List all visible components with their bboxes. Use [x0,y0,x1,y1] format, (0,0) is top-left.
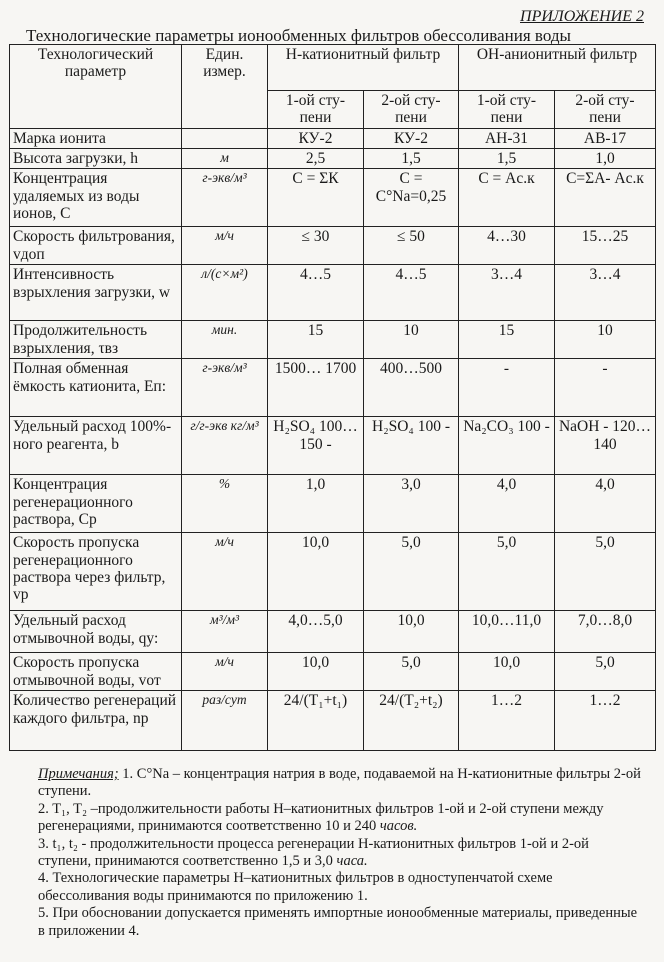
param-value: 10,0 [268,653,364,691]
param-unit [182,128,268,148]
param-name: Удельный расход 100%-ного реагента, b [10,417,182,475]
param-name: Удельный расход отмывочной воды, qу: [10,611,182,653]
param-name: Высота загрузки, h [10,149,182,169]
param-value: ≤ 50 [364,227,459,265]
param-value: С = ΣК [268,169,364,227]
param-unit: м³/м³ [182,611,268,653]
param-name: Концентрация регенерационного раствора, Ср [10,475,182,533]
param-value: - [555,359,656,417]
param-value: С = C°Na=0,25 [364,169,459,227]
param-value: 10 [364,321,459,359]
param-value: 10,0 [459,653,555,691]
header-unit: Един. измер. [182,45,268,129]
table-row [10,653,656,691]
header-h-filter: Н-катионитный фильтр [268,45,459,91]
param-unit: раз/сут [182,691,268,751]
header-oh-stage1: 1-ой сту- пени [459,91,555,129]
param-value: 3…4 [555,265,656,321]
table-row [10,533,656,611]
appendix-label: ПРИЛОЖЕНИЕ 2 [520,8,644,25]
param-value: 1500… 1700 [268,359,364,417]
param-value: АН-31 [459,128,555,148]
note-1: 1. C°Na – концентрация натрия в воде, подаваемой на Н-катионитные фильтры 2-ой ступени. [38,766,641,800]
param-value: 1,5 [364,149,459,169]
param-value: 24/(T₁+t₁) [268,691,364,751]
param-value: 5,0 [555,653,656,691]
table-row [10,321,656,359]
param-value: 4,0 [555,475,656,533]
param-unit: л/(с×м²) [182,265,268,321]
param-value: 4,0 [459,475,555,533]
param-value: H₂SO₄ 100…150 - [268,417,364,475]
header-h-stage2: 2-ой сту- пени [364,91,459,129]
param-value: АВ-17 [555,128,656,148]
param-value: 24/(T₂+t₂) [364,691,459,751]
param-value: 15 [459,321,555,359]
param-unit: г-экв/м³ [182,169,268,227]
param-name: Полная обменная ёмкость катионита, Еп: [10,359,182,417]
param-unit: % [182,475,268,533]
table-row [10,359,656,417]
param-name: Скорость фильтрования, vдоп [10,227,182,265]
notes [38,766,643,940]
table-row [10,169,656,227]
table-row [10,691,656,751]
param-value: ≤ 30 [268,227,364,265]
param-value: 1,0 [268,475,364,533]
param-value: 10,0 [364,611,459,653]
table-row [10,265,656,321]
param-value: 4…5 [268,265,364,321]
param-value: 15 [268,321,364,359]
param-unit: м [182,149,268,169]
param-value: 5,0 [364,653,459,691]
notes-heading: Примечания; [38,766,119,782]
param-value: 400…500 [364,359,459,417]
table-row [10,227,656,265]
param-value: КУ-2 [364,128,459,148]
param-value: 3…4 [459,265,555,321]
param-name: Количество регенераций каждого фильтра, nр [10,691,182,751]
param-value: 3,0 [364,475,459,533]
param-value: С=ΣА- Aс.к [555,169,656,227]
param-value: 5,0 [459,533,555,611]
param-name: Продолжительность взрыхления, τвз [10,321,182,359]
table-row [10,475,656,533]
header-h-stage1: 1-ой сту- пени [268,91,364,129]
param-unit: г/г-экв кг/м³ [182,417,268,475]
param-value: 10,0 [268,533,364,611]
param-name: Концентрация удаляемых из воды ионов, С [10,169,182,227]
param-value: С = Aс.к [459,169,555,227]
param-value: NaOH - 120…140 [555,417,656,475]
param-value: 5,0 [555,533,656,611]
header-oh-filter: ОН-анионитный фильтр [459,45,656,91]
param-value: 15…25 [555,227,656,265]
param-value: КУ-2 [268,128,364,148]
param-value: 1…2 [555,691,656,751]
table-row [10,128,656,148]
note-5: 5. При обосновании допускается применять импортные ионообменные материалы, приведенные в приложении 4. [38,905,638,939]
param-value: 1,0 [555,149,656,169]
header-oh-stage2: 2-ой сту- пени [555,91,656,129]
param-value: 1…2 [459,691,555,751]
table-row [10,417,656,475]
param-value: 1,5 [459,149,555,169]
parameters-table [9,44,656,751]
param-value: H₂SO₄ 100 - [364,417,459,475]
param-unit: г-экв/м³ [182,359,268,417]
note-2-unit: часов. [379,818,418,835]
param-value: 10 [555,321,656,359]
param-value: 4,0…5,0 [268,611,364,653]
param-value: 7,0…8,0 [555,611,656,653]
table-row [10,611,656,653]
param-value: 2,5 [268,149,364,169]
param-value: 4…5 [364,265,459,321]
table-row [10,149,656,169]
note-2: 2. T₁, T₂ –продолжительности работы Н–катионитных фильтров 1-ой и 2-ой ступени между регенерациями, принимаются соответственно 10 и 240 [38,800,604,835]
note-4: 4. Технологические параметры Н–катионитных фильтров в одноступенчатой схеме обессоливания воды принимаются по приложению 1. [38,870,553,904]
param-unit: м/ч [182,227,268,265]
param-value: 4…30 [459,227,555,265]
param-value: Na₂CO₃ 100 - [459,417,555,475]
param-unit: м/ч [182,533,268,611]
param-value: 5,0 [364,533,459,611]
param-name: Марка ионита [10,128,182,148]
param-name: Скорость пропуска регенерационного раствора через фильтр, vр [10,533,182,611]
param-unit: м/ч [182,653,268,691]
param-name: Скорость пропуска отмывочной воды, vот [10,653,182,691]
param-name: Интенсивность взрыхления загрузки, w [10,265,182,321]
note-3-unit: часа. [336,852,368,869]
param-value: 10,0…11,0 [459,611,555,653]
note-3: 3. t₁, t₂ - продолжительности процесса регенерации Н-катионитных фильтров 1-ой и 2-ой ступени, принимаются соответственно 1,5 и 3,0 [38,835,589,869]
header-param: Технологический параметр [10,45,182,129]
param-unit: мин. [182,321,268,359]
param-value: - [459,359,555,417]
page-title: Технологические параметры ионообменных фильтров обессоливания воды [26,26,571,45]
